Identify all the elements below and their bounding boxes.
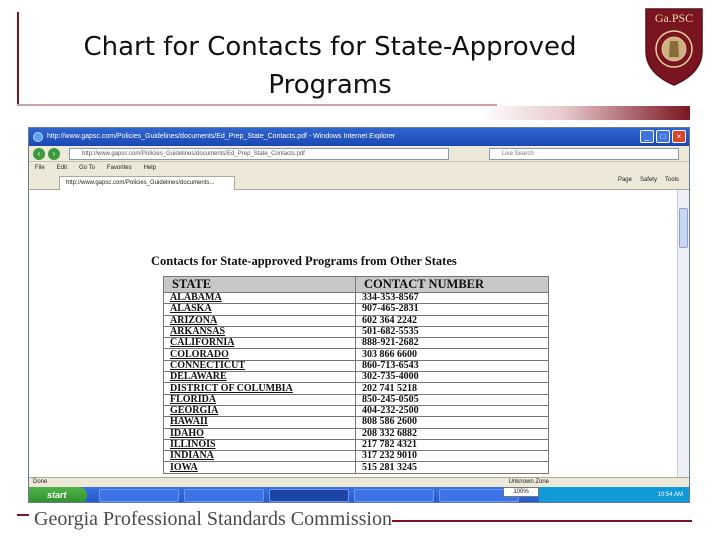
state-cell: ARIZONA xyxy=(164,315,356,326)
scrollbar-thumb[interactable] xyxy=(679,208,688,248)
table-row xyxy=(164,462,549,473)
window-titlebar xyxy=(29,128,689,146)
back-arrow-icon[interactable]: ‹ xyxy=(33,148,45,160)
status-text: Done xyxy=(33,479,48,485)
table-row xyxy=(164,304,549,315)
table-row xyxy=(164,383,549,394)
phone-cell: 515 281 3245 xyxy=(356,462,549,473)
title-underline xyxy=(17,104,497,106)
state-cell: ALASKA xyxy=(164,304,356,315)
pdf-viewer xyxy=(29,190,679,477)
phone-cell: 217 782 4321 xyxy=(356,439,549,450)
table-row xyxy=(164,405,549,416)
state-cell: ILLINOIS xyxy=(164,439,356,450)
phone-cell: 850-245-0505 xyxy=(356,394,549,405)
forward-arrow-icon[interactable]: › xyxy=(48,148,60,160)
windows-taskbar xyxy=(29,487,689,503)
table-row xyxy=(164,372,549,383)
state-cell: ARKANSAS xyxy=(164,326,356,337)
state-cell: DISTRICT OF COLUMBIA xyxy=(164,383,356,394)
start-button[interactable]: start xyxy=(29,487,87,503)
phone-cell: 208 332 6882 xyxy=(356,428,549,439)
table-row xyxy=(164,349,549,360)
search-input[interactable]: Live Search xyxy=(489,148,679,160)
phone-cell: 202 741 5218 xyxy=(356,383,549,394)
table-row xyxy=(164,360,549,371)
close-icon[interactable]: × xyxy=(672,130,686,143)
state-cell: FLORIDA xyxy=(164,394,356,405)
menu-help[interactable]: Help xyxy=(143,165,156,171)
phone-cell: 302-735-4000 xyxy=(356,372,549,383)
state-cell: ALABAMA xyxy=(164,293,356,304)
phone-cell: 860-713-6543 xyxy=(356,360,549,371)
gapsc-shield-logo xyxy=(642,5,706,87)
phone-cell: 303 866 6600 xyxy=(356,349,549,360)
phone-cell: 808 586 2600 xyxy=(356,417,549,428)
state-cell: GEORGIA xyxy=(164,405,356,416)
column-header-contact: CONTACT NUMBER xyxy=(356,277,549,293)
vertical-scrollbar[interactable] xyxy=(677,190,689,477)
table-row xyxy=(164,326,549,337)
state-cell: COLORADO xyxy=(164,349,356,360)
table-row xyxy=(164,394,549,405)
maximize-icon[interactable]: □ xyxy=(656,130,670,143)
tab-bar xyxy=(29,174,689,190)
phone-cell: 334-353-8567 xyxy=(356,293,549,304)
system-tray xyxy=(539,487,689,503)
phone-cell: 907-465-2831 xyxy=(356,304,549,315)
menu-bar xyxy=(29,163,689,174)
title-side-rule xyxy=(17,12,19,104)
window-controls xyxy=(640,130,686,143)
document-heading: Contacts for State-approved Programs from Other States xyxy=(151,254,457,268)
phone-cell: 317 232 9010 xyxy=(356,451,549,462)
phone-cell: 888-921-2682 xyxy=(356,338,549,349)
table-header-row xyxy=(164,277,549,293)
state-cell: HAWAII xyxy=(164,417,356,428)
taskbar-item[interactable] xyxy=(354,489,434,502)
window-title: http://www.gapsc.com/Policies_Guidelines/documents/Ed_Prep_State_Contacts.pdf - Windows Internet Explorer xyxy=(47,133,396,140)
minimize-icon[interactable]: _ xyxy=(640,130,654,143)
slide-title: Chart for Contacts for State-Approved Programs xyxy=(83,32,577,100)
table-row xyxy=(164,315,549,326)
address-input[interactable]: http://www.gapsc.com/Policies_Guidelines/documents/Ed_Prep_State_Contacts.pdf xyxy=(69,148,449,160)
table-row xyxy=(164,293,549,304)
browser-screenshot xyxy=(28,127,690,503)
page-menu[interactable]: Page xyxy=(617,177,632,183)
footer-organization: Georgia Professional Standards Commission xyxy=(34,508,392,530)
menu-favorites[interactable]: Favorites xyxy=(106,165,132,171)
table-row xyxy=(164,451,549,462)
state-cell: IOWA xyxy=(164,462,356,473)
footer-left-rule xyxy=(17,514,29,516)
state-cell: IDAHO xyxy=(164,428,356,439)
command-bar xyxy=(618,177,679,183)
state-cell: DELAWARE xyxy=(164,372,356,383)
menu-goto[interactable]: Go To xyxy=(79,165,95,171)
status-bar xyxy=(29,477,689,487)
taskbar-item[interactable] xyxy=(99,489,179,502)
logo-text: Ga.PSC xyxy=(654,11,694,25)
state-cell: INDIANA xyxy=(164,451,356,462)
phone-cell: 501-682-5535 xyxy=(356,326,549,337)
tools-menu[interactable]: Tools xyxy=(664,177,679,183)
state-cell: CALIFORNIA xyxy=(164,338,356,349)
accent-gradient-bar xyxy=(480,106,690,120)
table-row xyxy=(164,428,549,439)
taskbar-item[interactable] xyxy=(184,489,264,502)
zoom-level[interactable]: 100% xyxy=(503,487,539,497)
security-zone: Unknown Zone xyxy=(508,479,549,485)
ie-icon xyxy=(33,132,43,142)
tab-current-pdf[interactable]: http://www.gapsc.com/Policies_Guidelines/documents... xyxy=(59,176,235,190)
phone-cell: 602 364 2242 xyxy=(356,315,549,326)
footer-rule xyxy=(392,520,692,522)
table-row xyxy=(164,338,549,349)
safety-menu[interactable]: Safety xyxy=(639,177,657,183)
phone-cell: 404-232-2500 xyxy=(356,405,549,416)
address-toolbar xyxy=(29,146,689,162)
clock: 10:54 AM xyxy=(657,492,683,498)
state-cell: CONNECTICUT xyxy=(164,360,356,371)
menu-edit[interactable]: Edit xyxy=(56,165,68,171)
table-row xyxy=(164,417,549,428)
table-row xyxy=(164,439,549,450)
menu-file[interactable]: File xyxy=(35,165,45,171)
taskbar-item-active[interactable] xyxy=(269,489,349,502)
column-header-state: STATE xyxy=(164,277,356,293)
contacts-table xyxy=(163,276,549,474)
